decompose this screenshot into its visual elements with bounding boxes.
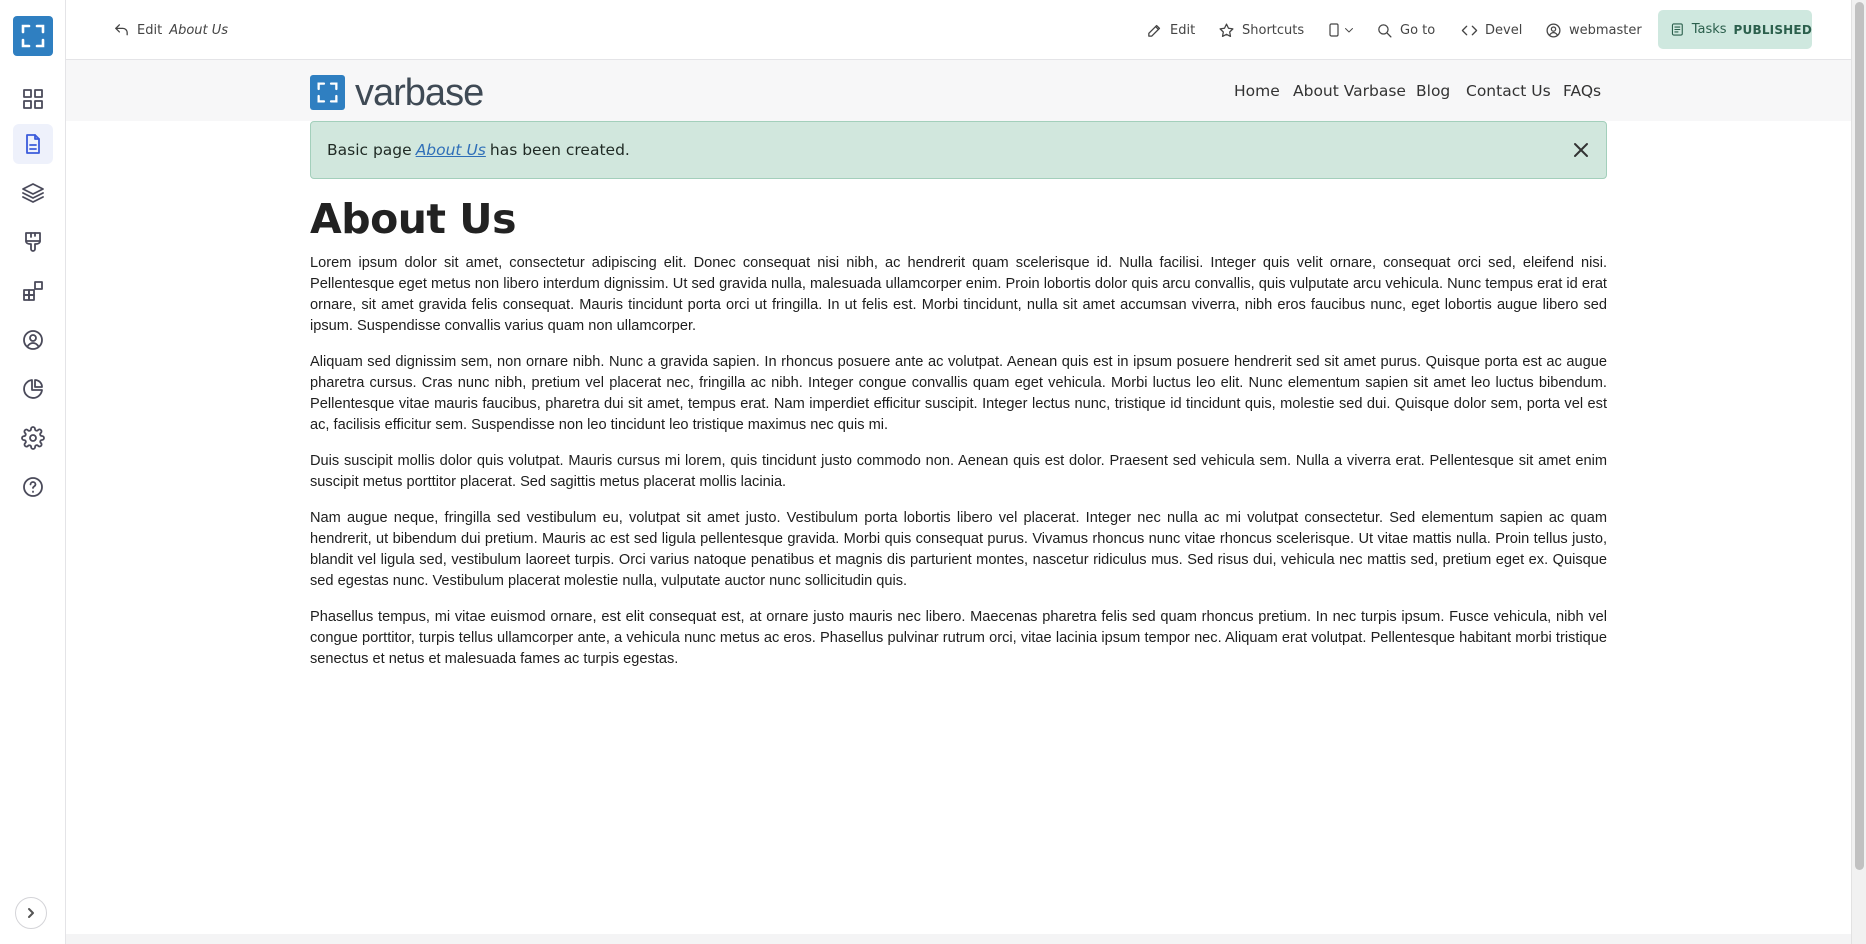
tasks-icon [1670,21,1685,38]
shortcuts-button[interactable] [1218,0,1304,60]
scrollbar-thumb[interactable] [1855,2,1864,870]
varbase-mark-icon [310,75,345,110]
devel-button[interactable] [1461,0,1522,60]
help-icon [21,475,45,499]
nav-link-home[interactable]: Home [1234,81,1280,100]
body-paragraph: Duis suscipit mollis dolor quis volutpat. Mauris cursus mi lorem, quis tincidunt justo commodo non. Aenean quis est dolor. Praesent sed vehicula sem. Nulla a viverra erat. Pellentesque sit amet enim suscipit metus porttitor placerat. Sed sagittis metus placerat mollis lacinia. [310,453,1607,491]
sidebar-item-content[interactable] [13,124,53,164]
star-icon [1218,22,1235,39]
brand-wordmark [355,74,483,112]
alert-suffix: has been created. [489,141,630,159]
back-label: Edit [137,22,163,38]
document-icon [21,132,45,156]
user-circle-icon [1545,22,1562,39]
paintbrush-icon [21,230,45,254]
nav-link-faqs[interactable]: FAQs [1563,81,1602,100]
goto-label: Go to [1400,22,1436,38]
sidebar-item-reports[interactable] [13,369,53,409]
extensions-icon [21,279,45,303]
page-body [310,253,1607,670]
sidebar-item-configuration[interactable] [13,418,53,458]
shortcuts-label: Shortcuts [1242,22,1305,38]
nav-link-contact-us[interactable]: Contact Us [1466,81,1551,100]
varbase-logo-button[interactable] [13,16,53,56]
layers-icon [21,181,45,205]
tasks-button[interactable] [1658,10,1812,49]
tasks-label: Tasks [1691,22,1727,37]
sidebar-item-extend[interactable] [13,271,53,311]
body-paragraph: Lorem ipsum dolor sit amet, consectetur adipiscing elit. Donec consequat nisi nibh, ac hendrerit quam scelerisque id. Nulla facilisi. Integer quis velit ornare, consequat orci sed, eleifend nisi. Pellentesque eget metus non libero interdum dignissim. Ut sed gravida nulla, malesuada ullamcorper enim. Proin lobortis dolor quis arcu convallis, quis vulputate arcu vehicula. Nunc tempus erat id erat ornare, sit amet gravida felis consequat. Mauris tincidunt porta orci ut fringilla. In ut felis est. Morbi tincidunt, nulla sit amet accumsan viverra, nibh eros faucibus nunc, eget lobortis augue libero sed ipsum. Suspendisse convallis varius quam non ullamcorper. [310,255,1607,335]
body-paragraph: Nam augue neque, fringilla sed vestibulum eu, volutpat sit amet justo. Vestibulum porta lobortis libero vel placerat. Integer nec nulla ac mi volutpat consectetur. Sed elementum sapien ac quam hendrerit, ut bibendum dui pretium. Mauris ac est sed ligula pellentesque gravida. Morbi quis consequat purus. Vivamus rhoncus nunc vitae rhoncus scelerisque. Ut vitae mattis nulla. Proin tellus justo, blandit vel ligula sed, vestibulum laoreet turpis. Orci varius natoque penatibus et magnis dis parturient montes, nascetur ridiculus mus. Sed risus dui, vehicula nec mattis sed, pretium eget ex. Quisque sed egestas nunc. Vestibulum placerat molestie nulla, vulputate auctor nunc sollicitudin quis. [310,510,1607,590]
edit-label: Edit [1170,22,1196,38]
site-logo[interactable] [310,72,483,112]
admin-sidebar [0,0,66,944]
alert-prefix: Basic page [327,141,412,159]
back-arrow-icon [113,22,130,39]
body-paragraph: Phasellus tempus, mi vitae euismod ornare, est elit consequat est, at ornare justo mauris nec libero. Maecenas pharetra felis sed quam rhoncus pretium. In nec turpis ipsum. Fusce vehicula, nibh vel congue porttitor, turpis tellus ullamcorper ante, a vehicula nunc metus ac eros. Phasellus pulvinar rutrum orci, vitae lacinia ipsum tempor nec. Aliquam erat volutpat. Pellentesque habitant morbi tristique senectus et netus et malesuada fames ac turpis egestas. [310,609,1607,668]
user-label: webmaster [1569,22,1642,38]
sidebar-item-help[interactable] [13,467,53,507]
nav-link-about-varbase[interactable]: About Varbase [1293,81,1406,100]
main-content [310,121,1607,670]
dismiss-alert-button[interactable] [1570,139,1592,161]
footer-strip [66,934,1851,944]
brand-part-2: base [404,72,484,114]
user-circle-icon [21,328,45,352]
pie-chart-icon [21,377,45,401]
code-icon [1461,22,1478,39]
sidebar-expand-button[interactable] [15,897,47,929]
back-title: About Us [169,22,229,38]
goto-button[interactable] [1376,0,1435,60]
publish-status-badge: PUBLISHED [1733,22,1812,37]
mobile-device-icon [1326,21,1342,39]
alert-node-link[interactable]: About Us [415,141,486,159]
user-menu-button[interactable] [1545,0,1642,60]
status-message [310,121,1607,179]
back-to-edit-link[interactable] [113,0,228,60]
dashboard-icon [21,87,45,111]
site-header [66,60,1851,121]
page-title: About Us [310,195,517,243]
sidebar-item-dashboard[interactable] [13,79,53,119]
gear-icon [21,426,45,450]
chevron-down-icon [1343,24,1355,36]
page-scrollbar[interactable] [1851,0,1866,944]
varbase-logo-icon [20,23,46,49]
sidebar-item-structure[interactable] [13,173,53,213]
edit-button[interactable] [1146,0,1195,60]
sidebar-item-people[interactable] [13,320,53,360]
nav-link-blog[interactable]: Blog [1416,81,1451,100]
devel-label: Devel [1485,22,1523,38]
chevron-right-icon [24,906,38,920]
search-icon [1376,22,1393,39]
brand-part-1: var [355,72,405,114]
close-icon [1572,141,1590,159]
body-paragraph: Aliquam sed dignissim sem, non ornare nibh. Nunc a gravida sapien. In rhoncus posuere ante ac volutpat. Aenean quis est in ipsum posuere hendrerit sed sit amet purus. Quisque porta est ac augue pharetra cursus. Cras nunc nibh, pretium vel placerat nec, fringilla ac nibh. Integer congue convallis quam eget vehicula. Morbi luctus leo elit. Nunc elementum sapien sit amet leo luctus bibendum. Pellentesque vitae mauris faucibus, pharetra dui sit amet, tempus erat. Nam imperdiet efficitur suscipit. Integer lectus nunc, tristique id tincidunt quis, molestie sed dui. Quisque dolor sem, porta vel est ac, facilisis efficitur sem. Suspendisse non leo tincidunt leo tristique maximus nec quis mi. [310,354,1607,434]
device-preview-dropdown[interactable] [1326,0,1355,60]
admin-toolbar [66,0,1851,60]
pencil-icon [1146,22,1163,39]
sidebar-item-appearance[interactable] [13,222,53,262]
